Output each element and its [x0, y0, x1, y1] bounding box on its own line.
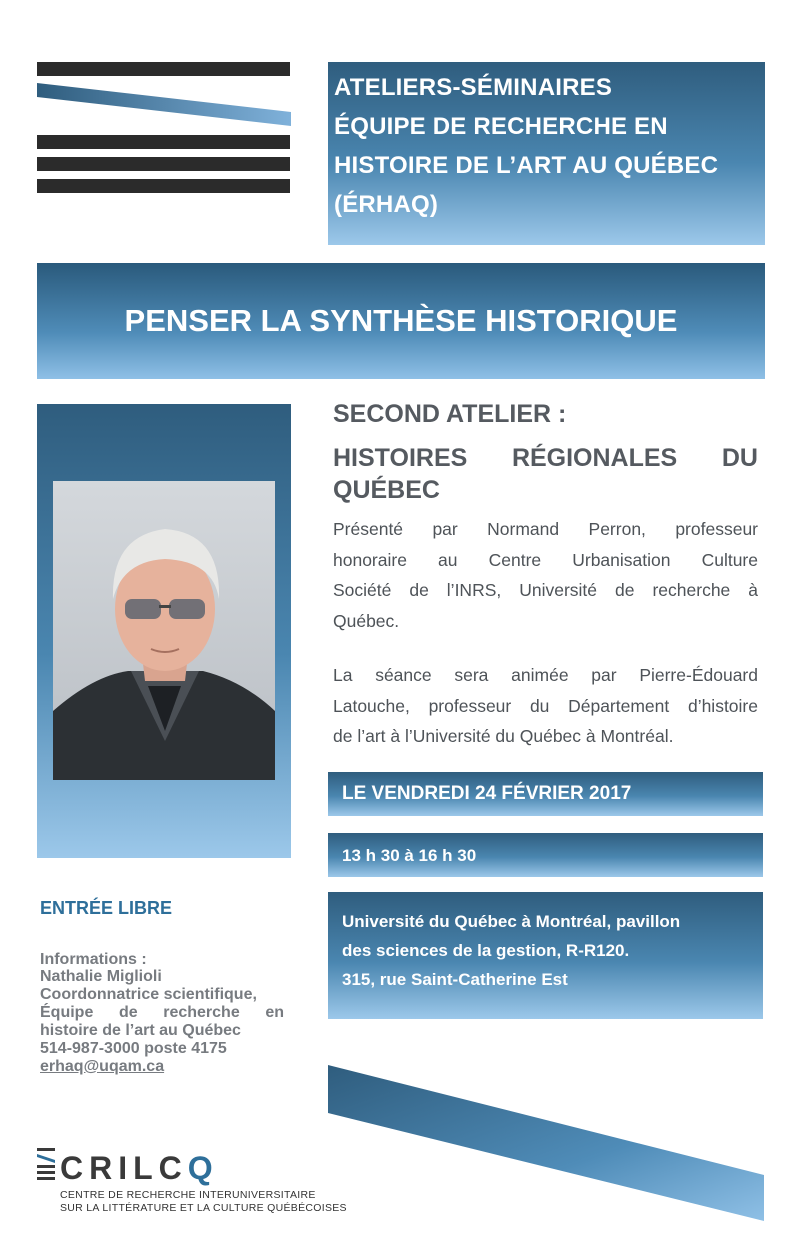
place-line-2: des sciences de la gestion, R-R120. [342, 941, 630, 960]
crilcq-wordmark-main: CRILC [60, 1150, 188, 1186]
atelier-title-line-1: HISTOIRES RÉGIONALES DU [333, 444, 758, 472]
time-box [328, 833, 763, 877]
header-box [328, 62, 765, 245]
event-date: LE VENDREDI 24 FÉVRIER 2017 [342, 783, 632, 804]
place-box [328, 892, 763, 1019]
contact-name: Nathalie Miglioli [40, 968, 162, 985]
presenter-paragraph [333, 514, 758, 636]
slanted-stripe-icon [37, 80, 291, 130]
atelier-label: SECOND ATELIER : [333, 400, 567, 428]
presenter-line: Québec. [333, 610, 400, 631]
contact-email-wrap [40, 1058, 164, 1076]
contact-role: Coordonnatrice scientifique, [40, 986, 257, 1003]
page-title: PENSER LA SYNTHÈSE HISTORIQUE [124, 303, 678, 338]
moderator-line: La séance sera animée par Pierre-Édouard [333, 665, 758, 685]
diagonal-ribbon-icon [328, 1065, 764, 1225]
contact-phone: 514-987-3000 poste 4175 [40, 1040, 227, 1057]
portrait-photo [53, 481, 275, 780]
place-line-3: 315, rue Saint-Catherine Est [342, 970, 568, 989]
crilcq-mark-icon [37, 1148, 57, 1184]
place-line-1: Université du Québec à Montréal, pavillon [342, 912, 681, 931]
crilcq-wordmark-q: Q [187, 1150, 219, 1186]
presenter-line: Société de l’INRS, Université de recherche à [333, 580, 758, 600]
contact-team-line-1: Équipe de recherche en [40, 1004, 284, 1021]
striped-bars-logo-icon [0, 0, 300, 200]
presenter-line: Présenté par Normand Perron, professeur [333, 519, 758, 539]
date-box [328, 772, 763, 816]
moderator-line: de l’art à l’Université du Québec à Montréal. [333, 726, 674, 746]
title-band [37, 263, 765, 379]
entree-libre: ENTRÉE LIBRE [40, 898, 173, 918]
moderator-paragraph [333, 660, 758, 752]
atelier-title-line-2: QUÉBEC [333, 476, 440, 504]
contact-team-line-2: histoire de l’art au Québec [40, 1022, 241, 1039]
moderator-line: Latouche, professeur du Département d’histoire [333, 695, 758, 716]
crilcq-wordmark [60, 1150, 219, 1187]
informations-label: Informations : [40, 951, 147, 968]
header-line-4: (ÉRHAQ) [334, 191, 439, 218]
crilcq-subtitle-line-2: SUR LA LITTÉRATURE ET LA CULTURE QUÉBÉCOISES [60, 1202, 347, 1214]
header-line-1: ATELIERS-SÉMINAIRES [334, 74, 613, 101]
crilcq-subtitle-line-1: CENTRE DE RECHERCHE INTERUNIVERSITAIRE [60, 1189, 316, 1201]
header-line-2: ÉQUIPE DE RECHERCHE EN [334, 113, 668, 140]
event-time: 13 h 30 à 16 h 30 [342, 846, 477, 865]
presenter-line: honoraire au Centre Urbanisation Culture [333, 549, 758, 570]
contact-email-link[interactable]: erhaq@uqam.ca [40, 1058, 165, 1075]
header-line-3: HISTOIRE DE L’ART AU QUÉBEC [334, 152, 719, 179]
